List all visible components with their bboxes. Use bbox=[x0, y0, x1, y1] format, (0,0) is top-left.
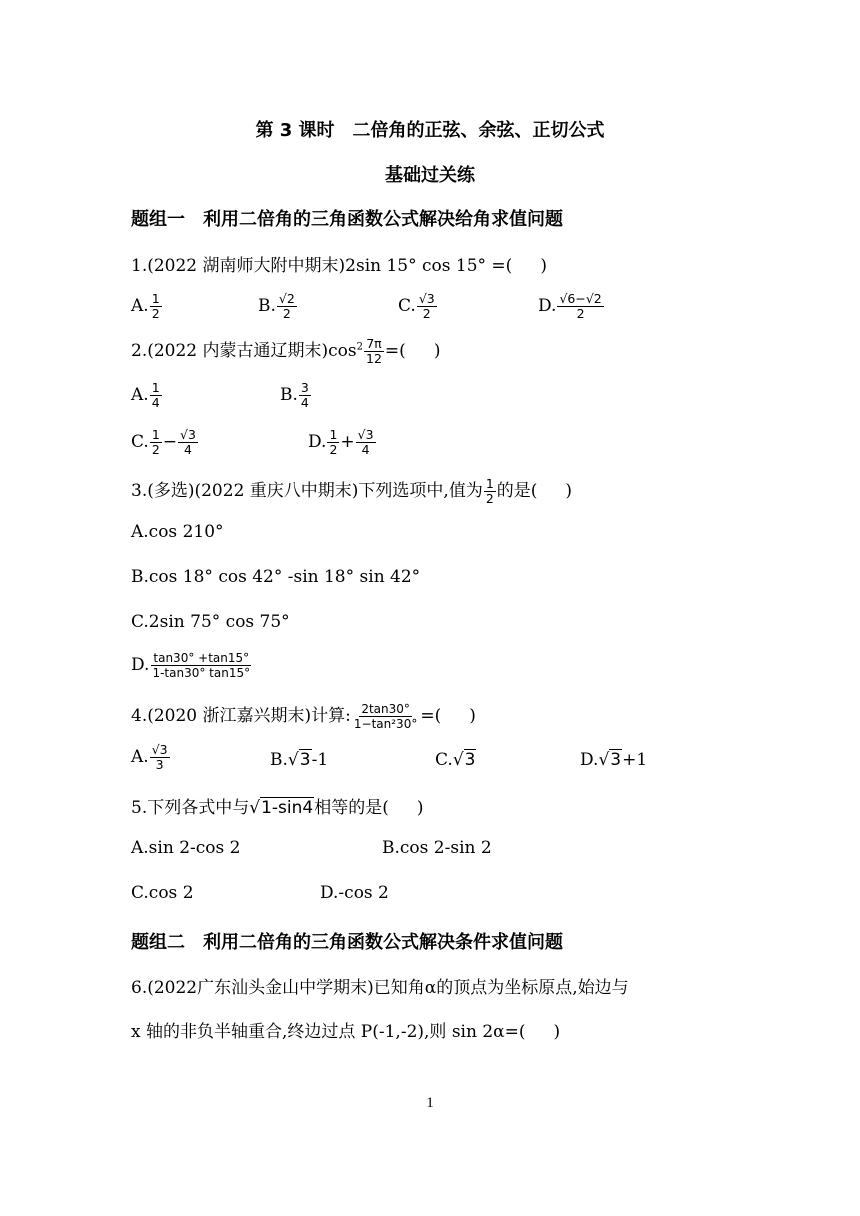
option-label: D. bbox=[580, 750, 599, 770]
option-label: B. bbox=[258, 296, 276, 316]
radicand: 1-sin4 bbox=[261, 798, 314, 818]
q1-option-d bbox=[538, 292, 605, 321]
option-label: A. bbox=[131, 747, 149, 767]
denominator: 4 bbox=[361, 442, 370, 457]
q5-option-b: B.cos 2-sin 2 bbox=[382, 838, 492, 858]
numerator: √3 bbox=[357, 427, 374, 442]
denominator: 1-tan30° tan15° bbox=[152, 666, 251, 680]
denominator: 3 bbox=[155, 757, 164, 772]
q4-option-a bbox=[131, 743, 171, 772]
question-5-stem: 5.下列各式中与 bbox=[131, 798, 250, 818]
q1-option-b bbox=[258, 292, 298, 321]
option-label: D. bbox=[308, 432, 327, 452]
question-5: 5.下列各式中与√1-sin4相等的是( ) bbox=[131, 798, 424, 818]
numerator: 1 bbox=[151, 380, 160, 395]
q4-option-b: B.√3-1 bbox=[270, 750, 329, 770]
page-title: 第 3 课时 二倍角的正弦、余弦、正切公式 bbox=[255, 120, 605, 141]
option-label: C. bbox=[435, 750, 453, 770]
numerator: 1 bbox=[151, 427, 160, 442]
option-label: D. bbox=[538, 296, 557, 316]
question-4-tail: =( bbox=[420, 706, 442, 726]
close-paren: ) bbox=[553, 1022, 561, 1042]
question-6-line-1: 6.(2022广东汕头金山中学期末)已知角α的顶点为坐标原点,始边与 bbox=[131, 978, 629, 998]
q2-option-d bbox=[308, 428, 377, 457]
question-2-stem: 2.(2022 内蒙古通辽期末)cos bbox=[131, 341, 357, 361]
option-tail: +1 bbox=[622, 750, 648, 770]
radicand: 3 bbox=[464, 750, 476, 770]
numerator: √3 bbox=[418, 291, 435, 306]
q3-option-b: B.cos 18° cos 42° -sin 18° sin 42° bbox=[131, 567, 421, 587]
option-label: B. bbox=[280, 385, 298, 405]
denominator: 4 bbox=[151, 395, 160, 410]
question-2 bbox=[131, 336, 440, 366]
operator: + bbox=[340, 432, 355, 452]
close-paren: ) bbox=[433, 341, 441, 361]
question-1-stem: 1.(2022 湖南师大附中期末)2sin 15° cos 15° =( bbox=[131, 256, 513, 276]
close-paren: ) bbox=[565, 481, 573, 501]
question-3-tail: 的是( bbox=[496, 481, 538, 501]
q2-option-c bbox=[131, 428, 199, 457]
denominator: 2 bbox=[485, 491, 494, 506]
numerator: 1 bbox=[485, 476, 494, 491]
numerator: 1 bbox=[151, 291, 160, 306]
close-paren: ) bbox=[416, 798, 424, 818]
numerator: √2 bbox=[278, 291, 295, 306]
denominator: 2 bbox=[329, 442, 338, 457]
question-2-tail: =( bbox=[384, 341, 406, 361]
q2-option-b bbox=[280, 381, 312, 410]
question-3 bbox=[131, 476, 572, 506]
numerator: 2tan30° bbox=[361, 702, 410, 716]
denominator: 2 bbox=[151, 442, 160, 457]
q2-option-a bbox=[131, 381, 163, 410]
denominator: 2 bbox=[282, 306, 291, 321]
q3-option-a: A.cos 210° bbox=[131, 522, 224, 542]
q5-option-d: D.-cos 2 bbox=[320, 883, 389, 903]
option-label: C. bbox=[131, 432, 149, 452]
option-label: B. bbox=[270, 750, 288, 770]
q4-option-d: D.√3+1 bbox=[580, 750, 648, 770]
denominator: 4 bbox=[184, 442, 192, 457]
q5-option-c: C.cos 2 bbox=[131, 883, 194, 903]
page-number: 1 bbox=[426, 1095, 434, 1111]
question-6-stem: x 轴的非负半轴重合,终边过点 P(-1,-2),则 sin 2α=( bbox=[131, 1022, 526, 1042]
radicand: 3 bbox=[610, 750, 622, 770]
numerator: √6−√2 bbox=[559, 291, 602, 306]
group-heading-1: 题组一 利用二倍角的三角函数公式解决给角求值问题 bbox=[131, 209, 563, 230]
option-label: A. bbox=[131, 296, 149, 316]
numerator: tan30° +tan15° bbox=[153, 651, 250, 665]
q4-option-c: C.√3 bbox=[435, 750, 476, 770]
radicand: 3 bbox=[299, 750, 311, 770]
close-paren: ) bbox=[469, 706, 476, 726]
numerator: √3 bbox=[151, 742, 168, 757]
denominator: 2 bbox=[151, 306, 160, 321]
option-label: A. bbox=[131, 385, 149, 405]
q1-option-a bbox=[131, 292, 163, 321]
question-4 bbox=[131, 701, 476, 731]
question-3-stem: 3.(多选)(2022 重庆八中期末)下列选项中,值为 bbox=[131, 481, 483, 501]
question-1 bbox=[131, 251, 547, 276]
denominator: 2 bbox=[576, 306, 585, 321]
option-label: C. bbox=[398, 296, 416, 316]
operator: − bbox=[162, 432, 178, 452]
denominator: 12 bbox=[366, 351, 382, 366]
q3-option-d bbox=[131, 651, 253, 680]
q1-option-c bbox=[398, 292, 438, 321]
section-subtitle: 基础过关练 bbox=[385, 165, 475, 186]
q5-option-a: A.sin 2-cos 2 bbox=[131, 838, 241, 858]
numerator: √3 bbox=[180, 427, 196, 442]
numerator: 1 bbox=[329, 427, 338, 442]
numerator: 3 bbox=[300, 380, 309, 395]
question-6-line-2 bbox=[131, 1017, 560, 1042]
denominator: 4 bbox=[300, 395, 309, 410]
denominator: 1−tan²30° bbox=[353, 717, 418, 731]
question-5-tail: 相等的是( bbox=[314, 798, 389, 818]
close-paren: ) bbox=[540, 256, 547, 276]
option-tail: -1 bbox=[311, 750, 329, 770]
option-label: D. bbox=[131, 655, 150, 675]
question-4-stem: 4.(2020 浙江嘉兴期末)计算: bbox=[131, 706, 351, 726]
numerator: 7π bbox=[366, 336, 382, 351]
q3-option-c: C.2sin 75° cos 75° bbox=[131, 612, 290, 632]
group-heading-2: 题组二 利用二倍角的三角函数公式解决条件求值问题 bbox=[131, 932, 563, 953]
denominator: 2 bbox=[422, 306, 431, 321]
superscript: 2 bbox=[356, 341, 364, 353]
